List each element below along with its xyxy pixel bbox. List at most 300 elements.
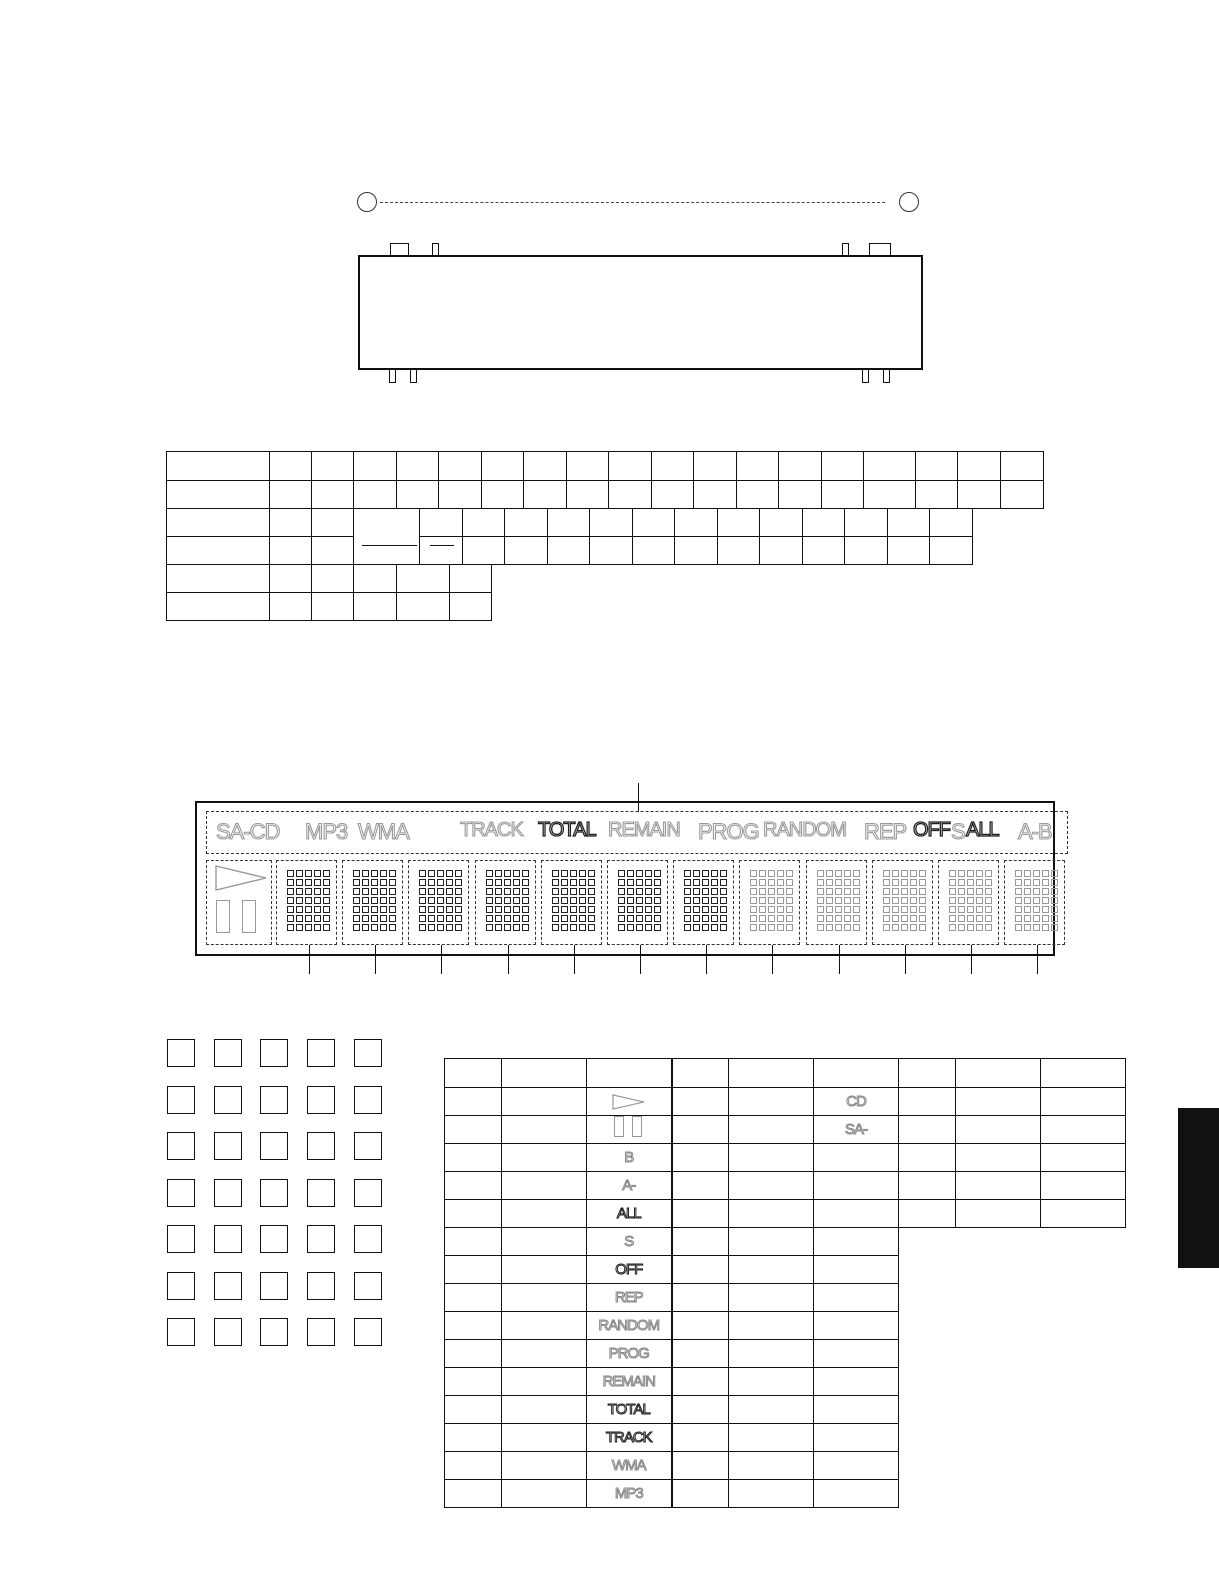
assignment-cell — [672, 1340, 729, 1368]
pin-table-row — [167, 537, 973, 565]
matrix-dot — [323, 897, 330, 904]
assignment-cell — [899, 1144, 956, 1172]
matrix-dot — [353, 906, 360, 913]
assignment-cell — [445, 1396, 502, 1424]
wma-indicator: WMA — [358, 819, 409, 844]
dot-matrix-5x7 — [949, 870, 992, 931]
matrix-dot — [446, 879, 453, 886]
matrix-dot — [486, 924, 493, 931]
matrix-segment-box — [167, 1039, 195, 1067]
matrix-dot — [702, 906, 709, 913]
matrix-dot — [570, 906, 577, 913]
matrix-dot — [654, 870, 661, 877]
matrix-dot — [428, 879, 435, 886]
assignment-cell — [729, 1116, 814, 1144]
grid-leader-line — [772, 945, 773, 974]
assignment-cell — [502, 1172, 587, 1200]
matrix-dot — [579, 879, 586, 886]
assignment-cell — [502, 1200, 587, 1228]
segment-label: TOTAL — [607, 1400, 650, 1418]
segment-label: B — [624, 1148, 634, 1166]
assignment-cell — [445, 1200, 502, 1228]
matrix-dot — [967, 888, 974, 895]
matrix-dot — [883, 915, 890, 922]
matrix-dot — [636, 870, 643, 877]
matrix-dot — [910, 906, 917, 913]
assignment-cell — [672, 1172, 729, 1200]
matrix-segment-box — [354, 1318, 382, 1346]
matrix-dot — [1024, 897, 1031, 904]
matrix-dot — [504, 888, 511, 895]
matrix-dot — [561, 924, 568, 931]
pin-table-row — [167, 481, 1044, 509]
matrix-dot — [552, 897, 559, 904]
matrix-dot — [296, 888, 303, 895]
matrix-dot — [419, 870, 426, 877]
assignment-cell — [672, 1256, 729, 1284]
grid-leader-line — [839, 945, 840, 974]
matrix-dot — [446, 888, 453, 895]
assignment-cell — [445, 1172, 502, 1200]
matrix-dot — [552, 906, 559, 913]
matrix-dot — [362, 915, 369, 922]
matrix-dot — [495, 915, 502, 922]
assignment-cell — [445, 1256, 502, 1284]
assignment-cell — [956, 1200, 1041, 1228]
matrix-dot — [323, 879, 330, 886]
assignment-cell — [814, 1144, 899, 1172]
matrix-dot — [976, 915, 983, 922]
matrix-segment-box — [167, 1272, 195, 1300]
matrix-dot — [570, 897, 577, 904]
matrix-segment-box — [260, 1132, 288, 1160]
overline-mark-long — [362, 545, 417, 546]
matrix-dot — [389, 915, 396, 922]
assignment-cell — [502, 1284, 587, 1312]
matrix-dot — [777, 870, 784, 877]
segment-label: REP — [614, 1288, 643, 1306]
matrix-dot — [910, 924, 917, 931]
matrix-dot — [513, 897, 520, 904]
random-indicator: RANDOM — [763, 819, 846, 841]
assignment-cell — [502, 1228, 587, 1256]
matrix-dot — [353, 879, 360, 886]
matrix-dot — [919, 915, 926, 922]
matrix-dot — [826, 924, 833, 931]
assignment-cell — [672, 1059, 729, 1088]
matrix-dot — [1015, 870, 1022, 877]
matrix-segment-box — [214, 1318, 242, 1346]
matrix-dot — [636, 915, 643, 922]
assignment-cell — [502, 1452, 587, 1480]
matrix-dot — [353, 915, 360, 922]
matrix-dot — [919, 897, 926, 904]
assignment-row — [445, 1228, 1126, 1256]
matrix-dot — [654, 906, 661, 913]
matrix-dot — [314, 906, 321, 913]
matrix-dot — [389, 879, 396, 886]
matrix-dot — [702, 915, 709, 922]
matrix-dot — [486, 879, 493, 886]
assignment-cell — [729, 1284, 814, 1312]
matrix-dot — [759, 924, 766, 931]
matrix-dot — [817, 897, 824, 904]
assignment-cell — [587, 1228, 672, 1256]
assignment-cell — [445, 1312, 502, 1340]
matrix-dot — [296, 870, 303, 877]
segment-label: S — [624, 1232, 634, 1250]
matrix-dot — [949, 924, 956, 931]
matrix-dot — [711, 897, 718, 904]
matrix-dot — [362, 906, 369, 913]
grid-leader-line — [706, 945, 707, 974]
dot-matrix-5x7 — [287, 870, 330, 931]
matrix-dot — [305, 879, 312, 886]
assignment-cell — [899, 1200, 956, 1228]
matrix-dot — [579, 888, 586, 895]
matrix-dot — [720, 870, 727, 877]
assignment-cell — [729, 1059, 814, 1088]
matrix-dot — [919, 906, 926, 913]
assignment-cell — [672, 1368, 729, 1396]
assignment-cell — [502, 1396, 587, 1424]
assignment-cell — [1041, 1116, 1126, 1144]
matrix-dot — [967, 924, 974, 931]
matrix-dot — [579, 870, 586, 877]
matrix-dot — [618, 870, 625, 877]
matrix-segment-box — [167, 1179, 195, 1207]
matrix-dot — [419, 906, 426, 913]
matrix-dot — [495, 924, 502, 931]
assignment-cell — [672, 1424, 729, 1452]
matrix-dot — [750, 870, 757, 877]
assignment-cell — [587, 1480, 672, 1508]
segment-label: WMA — [611, 1456, 646, 1474]
dot-matrix-5x7 — [1015, 870, 1058, 931]
assignment-row — [445, 1088, 1126, 1116]
matrix-segment-box — [354, 1272, 382, 1300]
matrix-dot — [455, 924, 462, 931]
matrix-dot — [976, 879, 983, 886]
matrix-segment-box — [307, 1225, 335, 1253]
matrix-dot — [437, 906, 444, 913]
matrix-dot — [636, 906, 643, 913]
matrix-dot — [389, 888, 396, 895]
matrix-dot — [883, 879, 890, 886]
segment-label: RANDOM — [598, 1316, 660, 1334]
matrix-dot — [513, 879, 520, 886]
matrix-dot — [759, 897, 766, 904]
dot-matrix-5x7 — [684, 870, 727, 931]
assignment-cell — [587, 1396, 672, 1424]
matrix-dot — [826, 870, 833, 877]
matrix-dot — [958, 870, 965, 877]
matrix-dot — [513, 870, 520, 877]
package-leg-bottom-4 — [883, 369, 890, 383]
matrix-dot — [883, 870, 890, 877]
assignment-cell — [1041, 1088, 1126, 1116]
matrix-dot — [777, 897, 784, 904]
matrix-dot — [362, 897, 369, 904]
matrix-dot — [455, 915, 462, 922]
matrix-dot — [711, 906, 718, 913]
matrix-dot — [1015, 888, 1022, 895]
assignment-cell — [445, 1424, 502, 1452]
matrix-dot — [853, 915, 860, 922]
matrix-dot — [579, 915, 586, 922]
matrix-dot — [636, 879, 643, 886]
matrix-dot — [323, 888, 330, 895]
matrix-dot — [428, 915, 435, 922]
assignment-cell — [814, 1312, 899, 1340]
matrix-dot — [618, 897, 625, 904]
grid-leader-line — [1037, 945, 1038, 974]
matrix-dot — [495, 870, 502, 877]
matrix-dot — [919, 879, 926, 886]
overline-mark-short — [430, 545, 454, 546]
assignment-cell — [956, 1144, 1041, 1172]
matrix-dot — [750, 888, 757, 895]
matrix-dot — [636, 897, 643, 904]
matrix-dot — [645, 879, 652, 886]
matrix-dot — [522, 870, 529, 877]
matrix-segment-box — [354, 1179, 382, 1207]
assignment-cell — [502, 1340, 587, 1368]
matrix-dot — [883, 897, 890, 904]
matrix-dot — [1024, 879, 1031, 886]
pin-table-row — [167, 593, 492, 621]
matrix-dot — [446, 915, 453, 922]
matrix-dot — [287, 870, 294, 877]
matrix-segment-box — [214, 1086, 242, 1114]
assignment-cell — [729, 1312, 814, 1340]
matrix-dot — [720, 897, 727, 904]
matrix-dot — [627, 915, 634, 922]
matrix-dot — [1015, 897, 1022, 904]
matrix-dot — [305, 924, 312, 931]
assignment-cell — [587, 1172, 672, 1200]
assignment-cell — [587, 1256, 672, 1284]
matrix-dot — [750, 924, 757, 931]
grid-leader-line — [375, 945, 376, 974]
grid-leader-line — [309, 945, 310, 974]
matrix-dot — [1024, 888, 1031, 895]
assignment-cell — [672, 1284, 729, 1312]
assignment-cell — [445, 1284, 502, 1312]
matrix-dot — [1015, 924, 1022, 931]
matrix-dot — [561, 879, 568, 886]
matrix-segment-box — [167, 1318, 195, 1346]
matrix-dot — [455, 888, 462, 895]
matrix-dot — [958, 924, 965, 931]
matrix-dot — [446, 906, 453, 913]
matrix-dot — [287, 888, 294, 895]
matrix-dot — [513, 924, 520, 931]
matrix-dot — [1051, 906, 1058, 913]
matrix-dot — [314, 888, 321, 895]
matrix-dot — [711, 879, 718, 886]
assignment-row — [445, 1480, 1126, 1508]
grid-leader-line — [441, 945, 442, 974]
matrix-dot — [768, 924, 775, 931]
matrix-dot — [684, 915, 691, 922]
matrix-dot — [817, 906, 824, 913]
matrix-dot — [919, 870, 926, 877]
matrix-segment-box — [260, 1318, 288, 1346]
matrix-dot — [455, 897, 462, 904]
segment-label: ALL — [616, 1204, 641, 1222]
matrix-segment-box — [307, 1039, 335, 1067]
segment-label: PROG — [608, 1344, 649, 1362]
matrix-dot — [777, 888, 784, 895]
matrix-dot — [759, 870, 766, 877]
matrix-dot — [588, 888, 595, 895]
matrix-dot — [296, 879, 303, 886]
matrix-dot — [702, 924, 709, 931]
matrix-dot — [684, 897, 691, 904]
matrix-dot — [305, 897, 312, 904]
segment-assignment-table — [444, 1058, 1126, 1508]
matrix-dot — [561, 915, 568, 922]
matrix-dot — [570, 924, 577, 931]
matrix-dot — [835, 924, 842, 931]
matrix-dot — [437, 924, 444, 931]
matrix-dot — [985, 906, 992, 913]
dot-matrix-5x7 — [419, 870, 462, 931]
assignment-cell — [729, 1424, 814, 1452]
remain-indicator: REMAIN — [608, 819, 680, 841]
matrix-dot — [720, 888, 727, 895]
matrix-dot — [768, 897, 775, 904]
matrix-dot — [362, 870, 369, 877]
matrix-dot — [702, 870, 709, 877]
assignment-cell — [814, 1284, 899, 1312]
matrix-dot — [853, 870, 860, 877]
matrix-dot — [380, 888, 387, 895]
matrix-dot — [835, 915, 842, 922]
assignment-cell — [502, 1059, 587, 1088]
matrix-dot — [1033, 906, 1040, 913]
s-indicator: S — [951, 819, 965, 844]
matrix-dot — [570, 879, 577, 886]
matrix-dot — [786, 879, 793, 886]
matrix-dot — [296, 924, 303, 931]
matrix-dot — [353, 888, 360, 895]
assignment-cell — [672, 1116, 729, 1144]
assignment-row — [445, 1144, 1126, 1172]
matrix-dot — [777, 906, 784, 913]
matrix-dot — [853, 897, 860, 904]
matrix-dot — [901, 906, 908, 913]
assignment-cell — [672, 1144, 729, 1172]
matrix-dot — [759, 906, 766, 913]
matrix-dot — [362, 924, 369, 931]
assignment-cell — [729, 1228, 814, 1256]
matrix-dot — [645, 897, 652, 904]
dot-matrix-5x7 — [618, 870, 661, 931]
matrix-segment-box — [214, 1225, 242, 1253]
grid-leader-line — [508, 945, 509, 974]
matrix-dot — [287, 897, 294, 904]
assignment-row — [445, 1340, 1126, 1368]
matrix-dot — [768, 879, 775, 886]
matrix-dot — [693, 897, 700, 904]
matrix-dot — [522, 906, 529, 913]
assignment-cell — [502, 1144, 587, 1172]
assignment-cell — [445, 1116, 502, 1144]
matrix-dot — [949, 870, 956, 877]
matrix-dot — [1042, 915, 1049, 922]
matrix-dot — [323, 915, 330, 922]
matrix-dot — [618, 924, 625, 931]
matrix-dot — [552, 915, 559, 922]
matrix-dot — [817, 915, 824, 922]
assignment-cell — [956, 1116, 1041, 1144]
matrix-dot — [786, 897, 793, 904]
matrix-dot — [750, 879, 757, 886]
assignment-cell — [587, 1340, 672, 1368]
matrix-dot — [1033, 924, 1040, 931]
matrix-dot — [853, 906, 860, 913]
matrix-dot — [314, 870, 321, 877]
segment-label: MP3 — [614, 1484, 643, 1502]
matrix-dot — [618, 879, 625, 886]
matrix-dot — [949, 897, 956, 904]
matrix-dot — [702, 897, 709, 904]
matrix-dot — [654, 879, 661, 886]
matrix-dot — [1042, 888, 1049, 895]
dot-matrix-5x7 — [883, 870, 926, 931]
matrix-dot — [958, 888, 965, 895]
matrix-dot — [684, 906, 691, 913]
segment-label: OFF — [615, 1260, 643, 1278]
matrix-dot — [985, 879, 992, 886]
matrix-dot — [1024, 906, 1031, 913]
assignment-cell — [1041, 1059, 1126, 1088]
matrix-dot — [522, 924, 529, 931]
dot-matrix-5x7 — [817, 870, 860, 931]
matrix-dot — [504, 870, 511, 877]
matrix-dot — [561, 870, 568, 877]
matrix-dot — [504, 897, 511, 904]
matrix-dot — [1033, 897, 1040, 904]
matrix-dot — [579, 924, 586, 931]
prog-indicator: PROG — [698, 819, 759, 844]
assignment-cell — [502, 1424, 587, 1452]
matrix-dot — [1051, 888, 1058, 895]
dot-matrix-5x7 — [552, 870, 595, 931]
matrix-dot — [380, 897, 387, 904]
assignment-row — [445, 1059, 1126, 1088]
matrix-dot — [371, 924, 378, 931]
matrix-dot — [552, 879, 559, 886]
matrix-dot — [570, 870, 577, 877]
matrix-dot — [636, 924, 643, 931]
matrix-dot — [1051, 924, 1058, 931]
assignment-cell — [814, 1172, 899, 1200]
assignment-cell — [1041, 1144, 1126, 1172]
mp3-indicator: MP3 — [305, 819, 348, 844]
matrix-dot — [684, 924, 691, 931]
matrix-dot — [371, 897, 378, 904]
matrix-dot — [371, 915, 378, 922]
matrix-dot — [967, 879, 974, 886]
matrix-dot — [645, 888, 652, 895]
matrix-dot — [835, 879, 842, 886]
matrix-dot — [1033, 870, 1040, 877]
matrix-dot — [287, 924, 294, 931]
matrix-dot — [437, 915, 444, 922]
